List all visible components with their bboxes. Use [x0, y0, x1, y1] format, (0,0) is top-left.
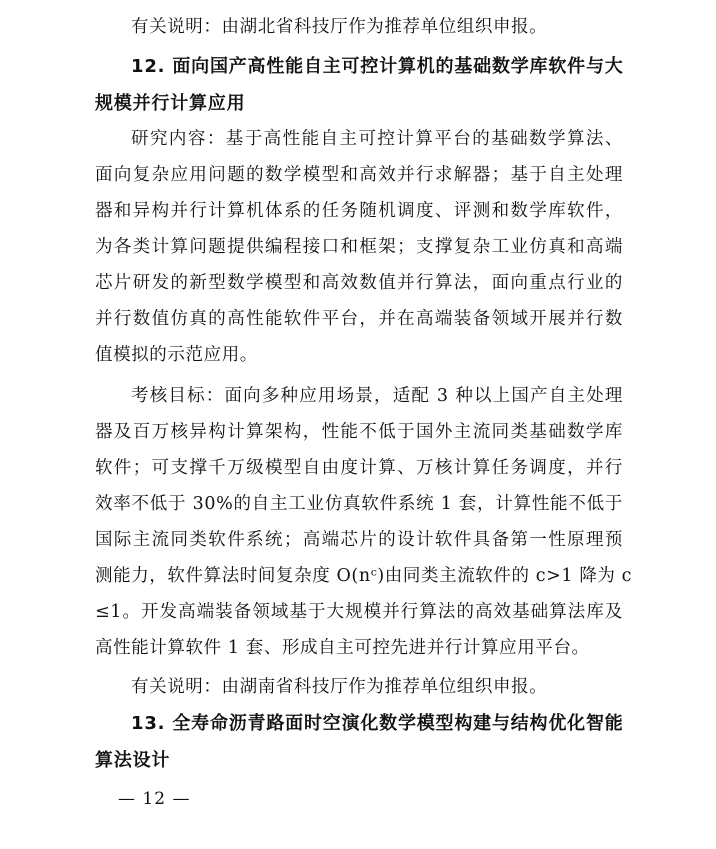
assessment-target-line-6: 测能力，软件算法时间复杂度 O(nᶜ)由同类主流软件的 c>1 降为 c: [95, 566, 633, 586]
research-content-line-6: 并行数值仿真的高性能软件平台，并在高端装备领域开展并行数: [95, 309, 623, 329]
assessment-target-line-7: ≤1。开发高端装备领域基于大规模并行算法的高效基础算法库及: [95, 602, 623, 622]
section-12-heading-line-2: 规模并行计算应用: [95, 93, 246, 114]
research-content-line-1: 研究内容：基于高性能自主可控计算平台的基础数学算法、: [131, 129, 623, 149]
research-content-line-4: 为各类计算问题提供编程接口和框架；支撑复杂工业仿真和高端: [95, 237, 623, 257]
assessment-target-line-2: 器及百万核异构计算架构，性能不低于国外主流同类基础数学库: [95, 422, 623, 442]
note-hunan: 有关说明：由湖南省科技厅作为推荐单位组织申报。: [131, 677, 548, 697]
research-content-line-7: 值模拟的示范应用。: [95, 345, 258, 365]
assessment-target-line-1: 考核目标：面向多种应用场景，适配 3 种以上国产自主处理: [131, 386, 623, 406]
assessment-target-line-5: 国际主流同类软件系统；高端芯片的设计软件具备第一性原理预: [95, 530, 623, 550]
assessment-target-line-3: 软件；可支撑千万级模型自由度计算、万核计算任务调度，并行: [95, 458, 623, 478]
research-content-line-2: 面向复杂应用问题的数学模型和高效并行求解器；基于自主处理: [95, 165, 623, 185]
research-content-line-5: 芯片研发的新型数学模型和高效数值并行算法，面向重点行业的: [95, 273, 623, 293]
assessment-target-line-4: 效率不低于 30%的自主工业仿真软件系统 1 套，计算性能不低于: [95, 494, 623, 514]
section-13-heading-line-1: 13. 全寿命沥青路面时空演化数学模型构建与结构优化智能: [131, 713, 624, 734]
page-number: — 12 —: [118, 789, 191, 809]
assessment-target-line-8: 高性能计算软件 1 套、形成自主可控先进并行计算应用平台。: [95, 638, 590, 658]
section-13-heading-line-2: 算法设计: [95, 750, 171, 771]
research-content-line-3: 器和异构并行计算机体系的任务随机调度、评测和数学库软件，: [95, 201, 623, 221]
note-hubei: 有关说明：由湖北省科技厅作为推荐单位组织申报。: [131, 17, 548, 37]
section-12-heading-line-1: 12. 面向国产高性能自主可控计算机的基础数学库软件与大: [131, 56, 624, 77]
